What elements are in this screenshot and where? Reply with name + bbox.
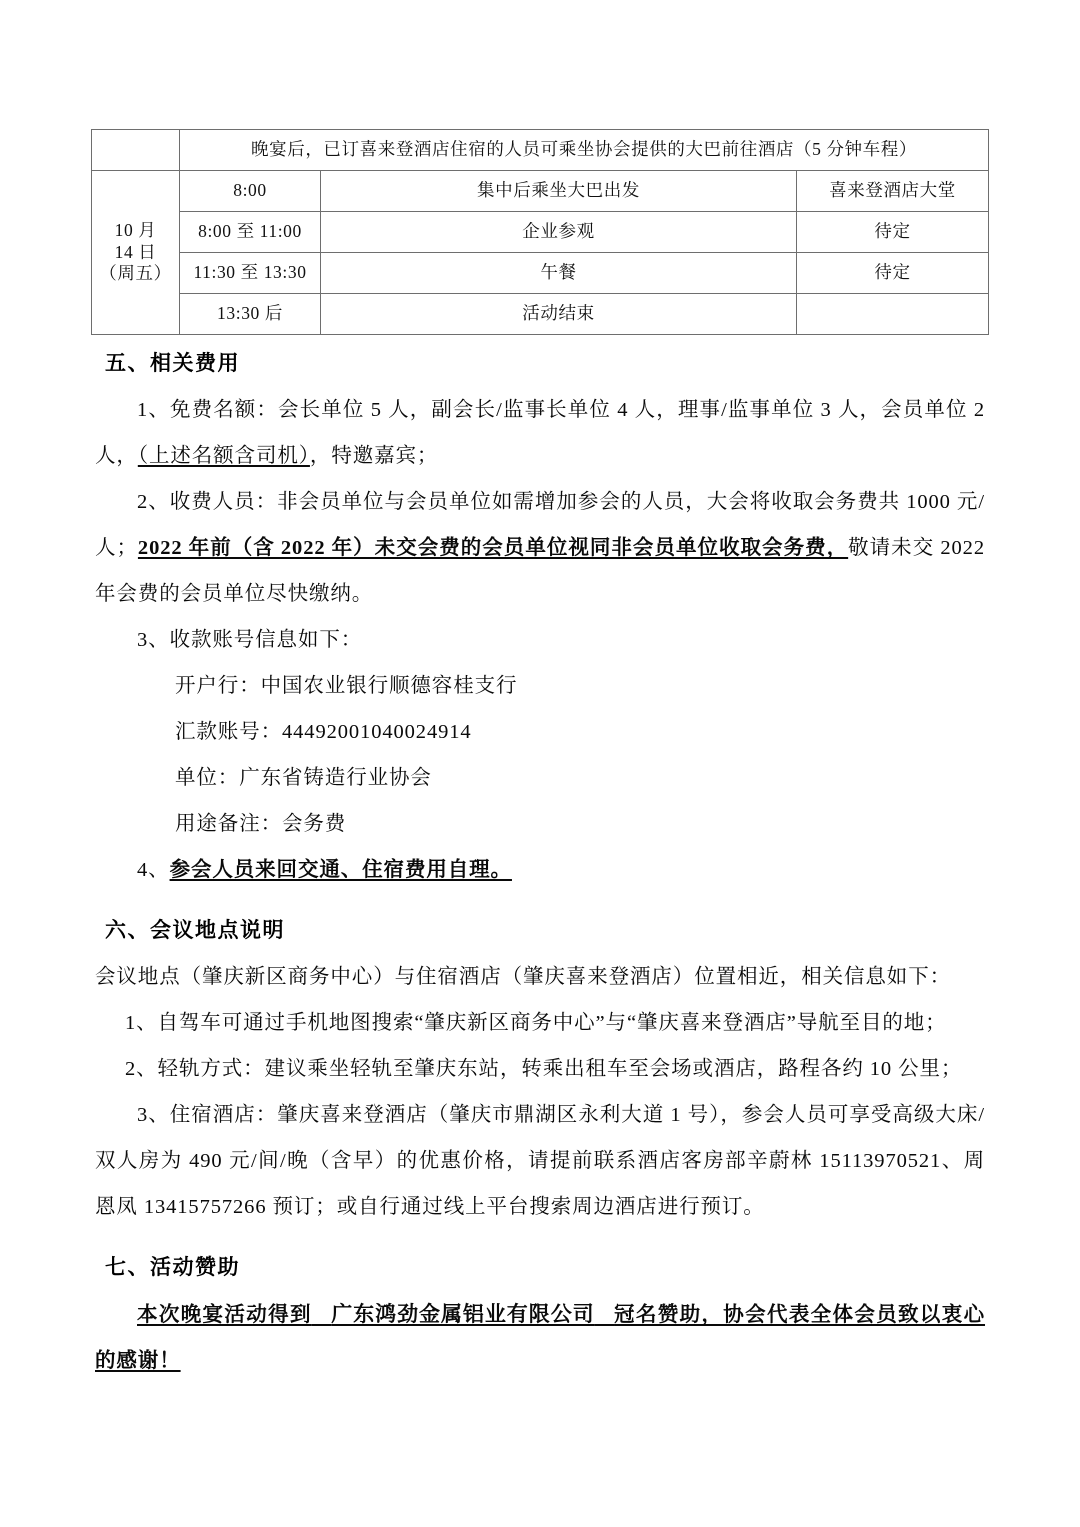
section-heading-five: 五、相关费用 [105, 351, 240, 375]
self-funded-bold-underlined: 参会人员来回交通、住宿费用自理。 [169, 859, 512, 882]
notice-text-cell: 晚宴后，已订喜来登酒店住宿的人员可乘坐协会提供的大巴前往酒店（5 分钟车程） [180, 130, 989, 171]
paragraph-account-unit [0, 755, 1080, 801]
paragraph-hotel: 3、住宿酒店：肇庆喜来登酒店（肇庆市鼎湖区永利大道 1 号），参会人员可享受高级大床/双人房为 490 元/间/晚（含早）的优惠价格，请提前联系酒店客房部辛蔚林 15113970521、周恩凤 13415757266 预订；或自行通过线上平台搜索周边酒店进行预订。 [95, 1104, 985, 1219]
date-line-month: 10 月 [114, 219, 157, 240]
cell-time: 8:00 [180, 171, 321, 212]
cell-time: 13:30 后 [180, 294, 321, 335]
spacer [0, 1230, 1080, 1256]
cell-activity: 活动结束 [321, 294, 797, 335]
cell-activity: 集中后乘坐大巴出发 [321, 171, 797, 212]
spacer [0, 942, 1080, 954]
spacer [0, 1279, 1080, 1291]
unit-label: 单位： [175, 767, 240, 790]
paragraph-sponsorship [0, 1291, 1080, 1384]
table-row [92, 212, 989, 253]
document-body [0, 352, 1080, 1384]
date-line-weekday: （周五） [99, 263, 172, 284]
paragraph-rail: 2、轻轨方式：建议乘坐轻轨至肇庆东站，转乘出租车至会场或酒店，路程各约 10 公里； [125, 1058, 963, 1081]
table-row-notice [92, 130, 989, 171]
account-label: 汇款账号： [175, 721, 282, 744]
paid-text-a: 2、收费人员：非会员单位与会员单位如需增加参会的人员，大会将收取会务费共 1000 元/人； [95, 491, 985, 560]
table-row [92, 171, 989, 212]
cell-activity: 企业参观 [321, 212, 797, 253]
spacer [0, 375, 1080, 387]
bank-name-value: 中国农业银行顺德容桂支行 [260, 675, 518, 698]
cell-location: 喜来登酒店大堂 [797, 171, 989, 212]
account-value: 44492001040024914 [282, 721, 472, 744]
unit-value: 广东省铸造行业协会 [239, 767, 432, 790]
notice-empty-cell [92, 130, 180, 171]
spacer [0, 893, 1080, 919]
sponsor-name: 广东鸿劲金属铝业有限公司 [331, 1302, 595, 1327]
paragraph-self-funded [0, 847, 1080, 893]
purpose-value: 会务费 [282, 813, 347, 836]
cell-time: 11:30 至 13:30 [180, 253, 321, 294]
free-quota-underlined: （上述名额含司机） [137, 445, 310, 468]
paragraph-account-number [0, 709, 1080, 755]
table-row [92, 253, 989, 294]
paid-text-b: 敬请未交 2022 年会费的会员单位尽快缴纳。 [95, 537, 985, 606]
paragraph-account-intro: 3、收款账号信息如下： [137, 629, 363, 652]
paid-bold-underlined: 2022 年前（含 2022 年）未交会费的会员单位视同非会员单位收取会务费， [137, 537, 849, 560]
paragraph-account-purpose [0, 801, 1080, 847]
cell-time: 8:00 至 11:00 [180, 212, 321, 253]
bank-name-label: 开户行： [175, 675, 261, 698]
free-quota-text-b: ，特邀嘉宾； [309, 445, 439, 468]
free-quota-text-a: 1、免费名额：会长单位 5 人，副会长/监事长单位 4 人，理事/监事单位 3 人，会员单位 2 人， [95, 399, 985, 468]
table-row [92, 294, 989, 335]
cell-location: 待定 [797, 253, 989, 294]
paragraph-venue-intro: 会议地点（肇庆新区商务中心）与住宿酒店（肇庆喜来登酒店）位置相近，相关信息如下： [95, 966, 951, 989]
section-heading-six: 六、会议地点说明 [105, 918, 285, 943]
paragraph-driving: 1、自驾车可通过手机地图搜索“肇庆新区商务中心”与“肇庆喜来登酒店”导航至目的地； [125, 1012, 947, 1035]
paragraph-paid-attendees [0, 479, 1080, 617]
schedule-table [91, 129, 989, 335]
section-heading-seven: 七、活动赞助 [105, 1255, 240, 1280]
cell-activity: 午餐 [321, 253, 797, 294]
cell-location [797, 294, 989, 335]
sponsorship-text-a: 本次晚宴活动得到 [137, 1304, 312, 1327]
paragraph-free-quota [0, 387, 1080, 479]
sponsorship-text-b: 冠名赞助，协会代表全体会员致以衷心的感谢！ [95, 1304, 986, 1373]
date-cell [92, 171, 180, 335]
schedule-table-container [91, 129, 988, 335]
self-funded-prefix: 4、 [137, 859, 170, 882]
cell-location: 待定 [797, 212, 989, 253]
purpose-label: 用途备注： [175, 813, 282, 836]
paragraph-bank-name [0, 663, 1080, 709]
date-line-day: 14 日 [114, 241, 157, 262]
